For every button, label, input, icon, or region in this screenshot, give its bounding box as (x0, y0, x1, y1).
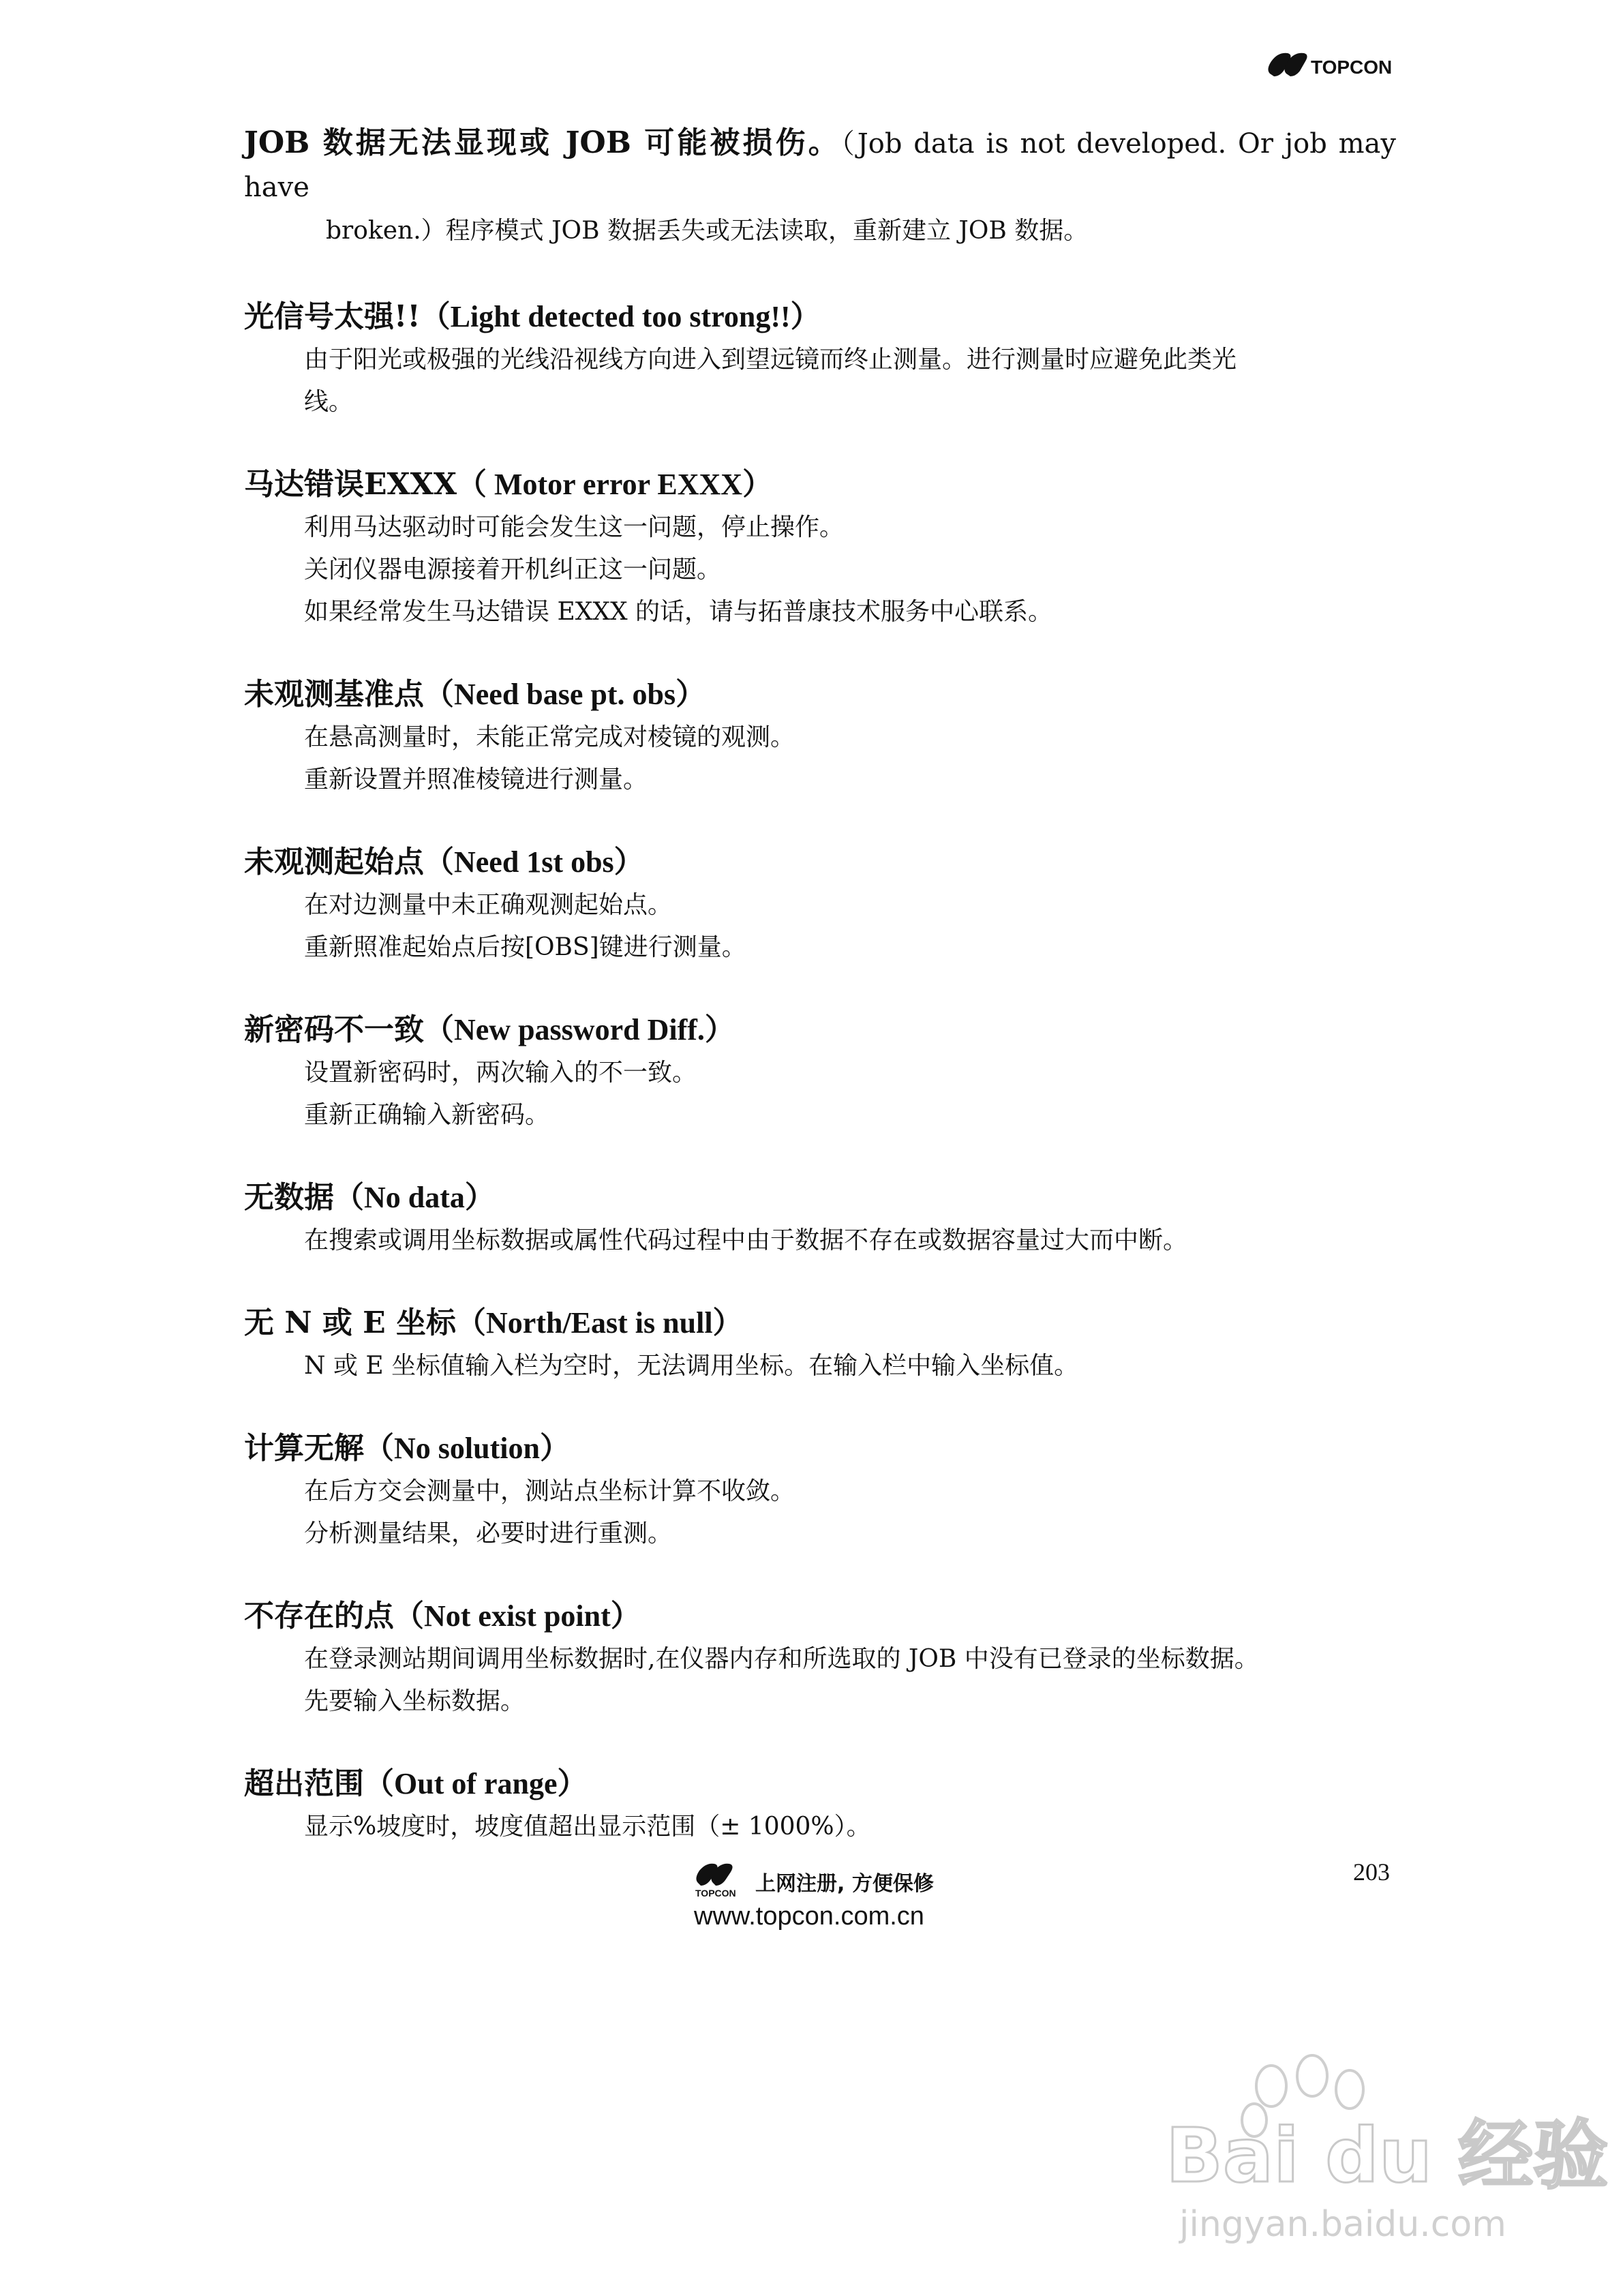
error-title-cn: 计算无解 (244, 1431, 364, 1466)
error-description-line: 在悬高测量时，未能正常完成对棱镜的观测。 (304, 723, 795, 751)
error-title-cn: 无数据 (244, 1180, 334, 1215)
error-entry-title (244, 1762, 1396, 1806)
footer-slogan: 上网注册, 方便保修 (755, 1872, 934, 1896)
error-entry (244, 295, 1396, 423)
job-data-description: broken.）程序模式 JOB 数据丢失或无法读取，重新建立 JOB 数据。 (326, 217, 1089, 245)
error-entry-title (244, 1595, 1396, 1638)
error-entry-title (244, 463, 1396, 507)
error-title-cn: 光信号太强!! (244, 299, 421, 334)
error-description-line: 如果经常发生马达错误 EXXX 的话，请与拓普康技术服务中心联系。 (304, 598, 1053, 626)
error-description-line: 关闭仪器电源接着开机纠正这一问题。 (304, 556, 722, 584)
error-description-line: 在对边测量中未正确观测起始点。 (304, 891, 673, 919)
error-title-en: （No solution） (364, 1432, 570, 1465)
error-entry-title (244, 1301, 1396, 1345)
error-title-cn: 新密码不一致 (244, 1012, 424, 1047)
baidu-jingyan-watermark (1152, 2038, 1609, 2256)
error-entry (244, 1762, 1396, 1848)
error-entry (244, 1176, 1396, 1262)
error-title-en: （ Motor error EXXX） (456, 468, 773, 501)
error-entry (244, 1595, 1396, 1723)
page-number: 203 (1353, 1858, 1390, 1886)
error-entry-title (244, 1008, 1396, 1052)
error-entry-title (244, 841, 1396, 884)
error-entry (244, 841, 1396, 969)
error-title-en: （North/East is null） (456, 1306, 743, 1340)
job-data-paragraph (244, 121, 1396, 253)
footer-brand-text: TOPCON (695, 1888, 736, 1899)
error-title-cn: 未观测基准点 (244, 677, 424, 712)
baidu-paw-icon (1152, 2038, 1609, 2256)
error-entry (244, 463, 1396, 633)
watermark-url: jingyan.baidu.com (1179, 2204, 1506, 2245)
footer-url[interactable]: www.topcon.com.cn (694, 1902, 924, 1931)
error-entry-title (244, 295, 1396, 339)
error-description-line: 在搜索或调用坐标数据或属性代码过程中由于数据不存在或数据容量过大而中断。 (304, 1226, 1188, 1254)
error-message-list (244, 295, 1396, 1848)
error-description-line: 重新设置并照准棱镜进行测量。 (304, 766, 648, 794)
error-entry-title (244, 673, 1396, 716)
error-description-line: 重新照准起始点后按[OBS]键进行测量。 (304, 933, 746, 961)
error-description-line: 显示%坡度时，坡度值超出显示范围（± 1000%）。 (304, 1813, 871, 1841)
error-title-en: （Need base pt. obs） (424, 678, 706, 711)
page-content (244, 121, 1396, 1888)
error-title-en: （Need 1st obs） (424, 845, 644, 879)
error-entry-title (244, 1176, 1396, 1220)
error-title-en: （Not exist point） (394, 1599, 641, 1633)
error-entry (244, 1427, 1396, 1555)
entry-job-data (244, 121, 1396, 253)
footer-brand (694, 1860, 939, 1942)
error-description-line: 在后方交会测量中，测站点坐标计算不收敛。 (304, 1477, 795, 1505)
topcon-logo-icon (1264, 46, 1401, 82)
job-data-title-en: （Job data is not developed. Or job may have (244, 128, 1396, 203)
error-title-cn: 不存在的点 (244, 1599, 394, 1633)
error-description-line: 重新正确输入新密码。 (304, 1101, 550, 1129)
error-title-cn: 未观测起始点 (244, 845, 424, 879)
watermark-logo-text: Bai du 经验 (1166, 2112, 1609, 2199)
error-description-line: 在登录测站期间调用坐标数据时,在仪器内存和所选取的 JOB 中没有已登录的坐标数据。 (304, 1645, 1259, 1673)
error-entry-title (244, 1427, 1396, 1470)
error-entry (244, 1008, 1396, 1136)
error-description-line: 由于阳光或极强的光线沿视线方向进入到望远镜而终止测量。进行测量时应避免此类光 (304, 346, 1237, 374)
error-description-line: 分析测量结果，必要时进行重测。 (304, 1520, 673, 1547)
error-title-en: （New password Diff.） (424, 1013, 735, 1046)
error-title-cn: 无 N 或 E 坐标 (244, 1305, 457, 1340)
error-description-line: 先要输入坐标数据。 (304, 1687, 526, 1715)
error-description-line: 利用马达驱动时可能会发生这一问题，停止操作。 (304, 513, 845, 541)
topcon-header-logo (1264, 46, 1401, 82)
error-title-cn: 超出范围 (244, 1766, 364, 1801)
job-data-title: JOB 数据无法显现或 JOB 可能被损伤。 (244, 125, 841, 160)
error-title-en: （No data） (334, 1181, 495, 1214)
error-description-line: 设置新密码时，两次输入的不一致。 (304, 1059, 697, 1087)
header-brand-text: TOPCON (1311, 57, 1393, 78)
error-title-cn: 马达错误EXXX (244, 467, 457, 502)
topcon-footer-logo-icon (694, 1860, 748, 1901)
error-description-line: N 或 E 坐标值输入栏为空时，无法调用坐标。在输入栏中输入坐标值。 (304, 1352, 1079, 1380)
error-entry (244, 1301, 1396, 1387)
error-description-line: 线。 (304, 388, 354, 416)
error-title-en: （Light detected too strong!!） (420, 300, 821, 333)
error-title-en: （Out of range） (364, 1767, 588, 1800)
error-entry (244, 673, 1396, 801)
